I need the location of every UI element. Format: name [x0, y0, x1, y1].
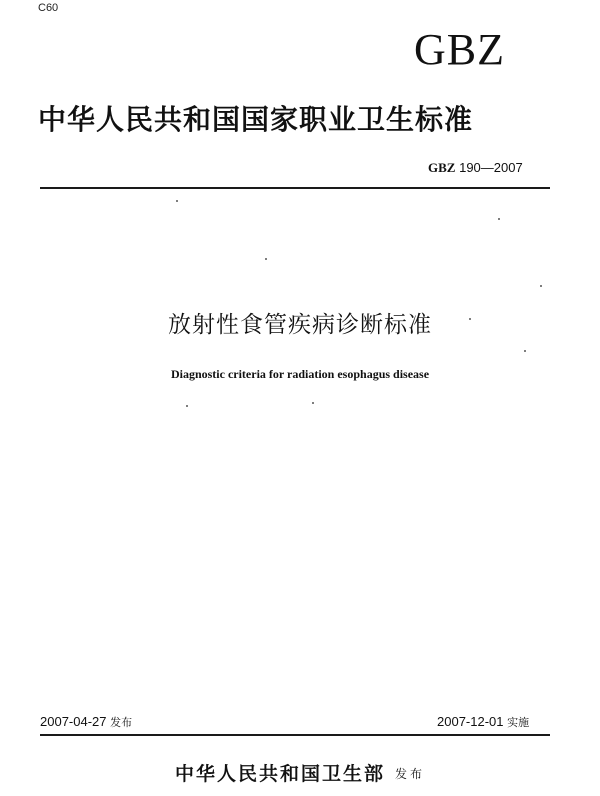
scan-speck [498, 218, 500, 220]
scan-speck [524, 350, 526, 352]
standard-number-prefix: GBZ [428, 160, 456, 175]
scan-speck [186, 405, 188, 407]
implementation-date: 2007-12-01 [437, 714, 504, 729]
publisher-line [0, 762, 600, 786]
bottom-divider [40, 734, 550, 736]
issue-date: 2007-04-27 [40, 714, 107, 729]
issue-label: 发布 [110, 716, 133, 729]
standard-category-title: 中华人民共和国国家职业卫生标准 [38, 103, 474, 136]
top-divider [40, 187, 550, 189]
publisher-name: 中华人民共和国卫生部 [174, 763, 385, 785]
document-title-english: Diagnostic criteria for radiation esophagus disease [170, 367, 430, 381]
implementation-label: 实施 [507, 716, 530, 729]
scan-speck [540, 285, 542, 287]
standard-mark: GBZ [414, 25, 505, 74]
document-title-chinese: 放射性食管疾病诊断标准 [168, 312, 432, 338]
scan-speck [469, 318, 471, 320]
classification-code: C60 [38, 2, 59, 14]
standard-number-value: 190—2007 [459, 160, 523, 175]
standard-number [428, 160, 523, 176]
scan-speck [312, 402, 314, 404]
issue-date-line [40, 714, 132, 731]
scan-speck [176, 200, 178, 202]
implementation-date-line [437, 714, 529, 731]
publish-label: 发布 [395, 767, 426, 781]
scan-speck [265, 258, 267, 260]
